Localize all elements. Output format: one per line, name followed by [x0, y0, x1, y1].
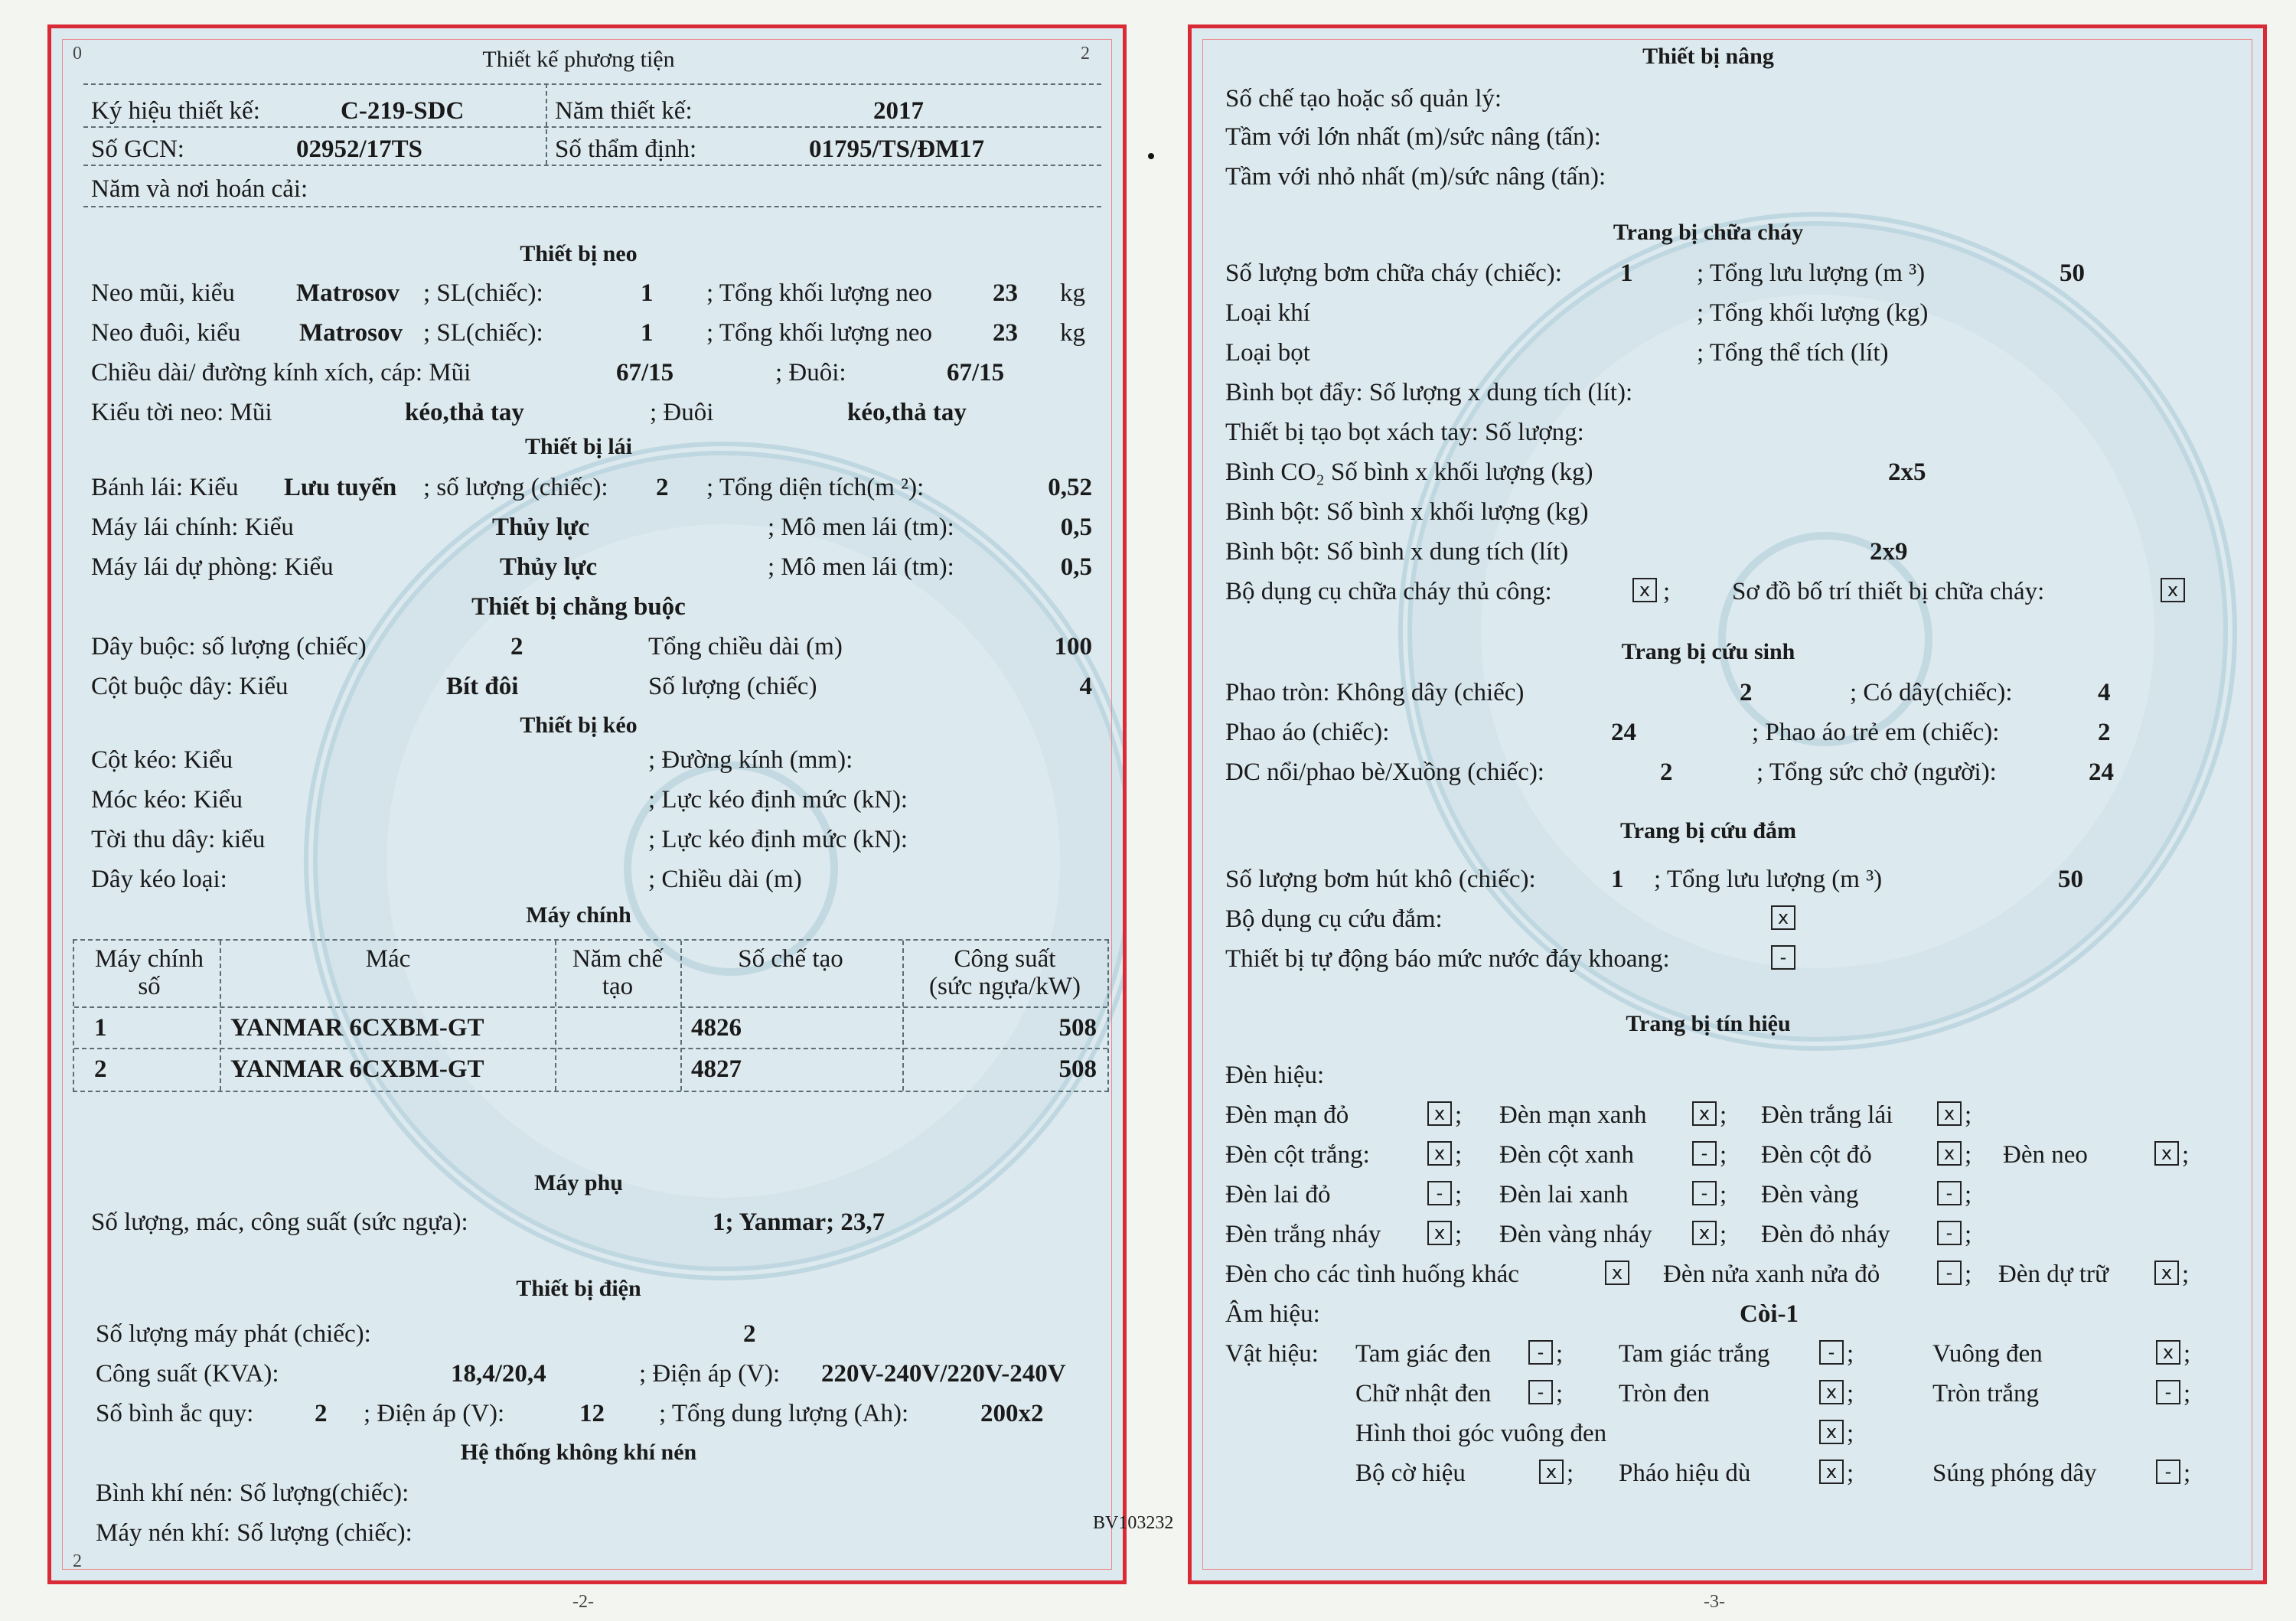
unit-kg: kg: [1060, 319, 1085, 347]
shape-checkbox: x: [1819, 1420, 1844, 1444]
light-checkbox: -: [1427, 1181, 1452, 1205]
main-steer-moment: 0,5: [1060, 514, 1092, 541]
air-bottle-label: Bình khí nén: Số lượng(chiếc):: [96, 1479, 409, 1507]
flow-label: ; Tổng lưu lượng (m ³): [1697, 259, 1926, 287]
light-checkbox: x: [2154, 1141, 2179, 1166]
powder-mass-label: Bình bột: Số bình x khối lượng (kg): [1225, 498, 1589, 526]
alarm-label: Thiết bị tự động báo mức nước đáy khoang:: [1225, 945, 1670, 973]
light-checkbox: x: [1427, 1221, 1452, 1245]
qty-label: ; SL(chiếc):: [423, 319, 543, 347]
light-label: Đèn vàng nháy: [1499, 1221, 1652, 1248]
bilge-qty: 1: [1611, 866, 1624, 893]
col-header-mark: Mác: [365, 945, 411, 973]
light-label: Đèn cột trắng:: [1225, 1141, 1370, 1169]
length-label: ; Chiều dài (m): [648, 866, 802, 893]
capacity-label: ; Tổng dung lượng (Ah):: [659, 1400, 909, 1427]
light-label: Đèn cột đỏ: [1761, 1141, 1872, 1169]
shape-checkbox: -: [1528, 1340, 1553, 1365]
shape-item-label: Súng phóng dây: [1932, 1460, 2097, 1487]
light-checkbox: -: [1692, 1181, 1717, 1205]
page-right: Thiết bị nâng Số chế tạo hoặc số quản lý: Tầm với lớn nhất (m)/sức nâng (tấn): Tầm với nhỏ nhất (m)/sức nâng (tấn): Trang bị chữa cháy Số lượng bơm chữa cháy (chiếc): 1 ; Tổng lưu lượng (m ³) 50 Loại khí ; Tổng khối lượng (kg) Loại bọt ; Tổng thể tích (lít) Bình bọt đẩy: Số lượng x dung tích (lít): Thiết bị tạo bọt xách tay: Số lượng: Bình CO₂ Số bình x khối lượng (kg) 2x5 Bình bột: Số bình x khối lượng (kg) Bình bột: Số bình x dung tích (lít) 2x9 Bộ dụng cụ chữa cháy thủ công: x ; Sơ đồ bố trí thiết bị chữa cháy: x Trang bị cứu sinh Phao tròn: Không dây (chiếc) 2 ; Có dây(chiếc): 4 Phao áo (chiếc): 24 ; Phao áo trẻ em (chiếc): 2 DC nổi/phao bè/Xuồng (chiếc): 2 ; Tổng sức chở (người): 24 Trang bị cứu đắm Số lượng bơm hút khô (chiếc): 1 ; Tổng lưu lượng (m ³) 50 Bộ dụng cụ cứu đắm: x Thiết bị tự động báo mức nước đáy khoang: - Trang bị tín hiệu Đèn hiệu: Đèn mạn đỏ x ; Đèn mạn xanh x ; Đèn trắng lái x ; Đèn cột trắng: x ; Đèn cột xanh - ; Đèn cột đỏ x ; Đèn neo x ; Đèn lai đỏ - ; Đèn lai xanh - ; Đèn vàng - ; Đèn trắng nháy x ; Đèn vàng nháy x ; Đèn đỏ nháy - ; Đèn cho các tình huống khác x Đèn nửa xanh nửa đỏ - ; Đèn dự trữ x ; Âm hiệu: Còi-1 Vật hiệu: Tam giác đen - ; Tam giác trắng - ; Vuông đen x ; Chữ nhật đen - ; Tròn đen x ; Tròn trắng - ; Hình thoi góc vuông đen x ; Bộ cờ hiệu x ; Pháo hiệu dù x ; Súng phóng dây - ;: [1188, 24, 2267, 1584]
shape-checkbox: x: [1539, 1460, 1564, 1484]
child-vest-value: 2: [2098, 719, 2111, 746]
rudder-qty: 2: [656, 474, 669, 501]
ring-label: Phao tròn: Không dây (chiếc): [1225, 679, 1525, 706]
flood-tools-label: Bộ dụng cụ cứu đắm:: [1225, 905, 1443, 933]
vest-value: 24: [1611, 719, 1636, 746]
shape-checkbox: -: [1528, 1380, 1553, 1404]
gas-mass-label: ; Tổng khối lượng (kg): [1697, 299, 1929, 327]
section-title-rescue: Trang bị cứu sinh: [1621, 639, 1795, 664]
bow-anchor-label: Neo mũi, kiểu: [91, 279, 235, 307]
manual-tools-checkbox: x: [1632, 578, 1657, 602]
gen-qty: 2: [743, 1320, 756, 1348]
shape-checkbox: -: [2156, 1380, 2180, 1404]
light-label: Đèn cho các tình huống khác: [1225, 1261, 1519, 1288]
bvolt-label: ; Điện áp (V):: [364, 1400, 505, 1427]
moment-label: ; Mô men lái (tm):: [768, 514, 954, 541]
light-label: Đèn trắng lái: [1761, 1101, 1893, 1129]
qty-label: ; SL(chiếc):: [423, 279, 543, 307]
shape-checkbox: x: [2156, 1340, 2180, 1365]
corner-number: 2: [73, 1551, 82, 1571]
tow-winch-label: Tời thu dây: kiểu: [91, 826, 266, 853]
foam-push-label: Bình bọt đẩy: Số lượng x dung tích (lít):: [1225, 379, 1633, 406]
ring-value: 2: [1740, 679, 1753, 706]
light-checkbox: x: [1427, 1101, 1452, 1126]
section-title-mooring: Thiết bị chằng buộc: [471, 593, 686, 621]
ring-rope-value: 4: [2098, 679, 2111, 706]
rudder-area: 0,52: [1048, 474, 1092, 501]
battery-label: Số bình ắc quy:: [96, 1400, 254, 1427]
engine-serial: 4826: [691, 1014, 742, 1042]
bvolt-value: 12: [579, 1400, 605, 1427]
light-checkbox: x: [1427, 1141, 1452, 1166]
co2-value: 2x5: [1888, 458, 1926, 486]
light-label: Đèn mạn xanh: [1499, 1101, 1647, 1129]
shape-item-label: Vuông đen: [1932, 1340, 2043, 1368]
stern-anchor-qty: 1: [641, 319, 654, 347]
ring-rope-label: ; Có dây(chiếc):: [1850, 679, 2013, 706]
bollard-qty-label: Số lượng (chiếc): [648, 673, 817, 700]
section-title-steering: Thiết bị lái: [524, 434, 633, 459]
light-checkbox: x: [1937, 1101, 1962, 1126]
rope-qty: 2: [510, 633, 523, 660]
bilge-flow-label: ; Tổng lưu lượng (m ³): [1654, 866, 1883, 893]
battery-qty: 2: [315, 1400, 328, 1427]
bollard-qty: 4: [1079, 673, 1092, 700]
pump-qty: 1: [1620, 259, 1633, 287]
gas-label: Loại khí: [1225, 299, 1310, 327]
separator: ;: [1663, 578, 1671, 605]
shape-checkbox: -: [2156, 1460, 2180, 1484]
section-title-air: Hệ thống không khí nén: [460, 1440, 697, 1465]
volt-value: 220V-240V/220V-240V: [821, 1360, 1066, 1388]
section-title-signal: Trang bị tín hiệu: [1626, 1011, 1791, 1036]
aux-label: Số lượng, mác, công suất (sức ngựa):: [91, 1208, 468, 1236]
shape-item-label: Tròn đen: [1619, 1380, 1710, 1407]
section-title-anchor: Thiết bị neo: [520, 241, 638, 266]
sound-value: Còi-1: [1740, 1300, 1799, 1328]
engine-mark: YANMAR 6CXBM-GT: [230, 1014, 484, 1042]
stern-anchor-type: Matrosov: [299, 319, 403, 347]
winch-bow-value: kéo,thả tay: [405, 399, 524, 426]
col-header-serial: Số chế tạo: [738, 945, 843, 973]
lift-serial-label: Số chế tạo hoặc số quản lý:: [1225, 85, 1502, 113]
manual-tools-label: Bộ dụng cụ chữa cháy thủ công:: [1225, 578, 1552, 605]
shape-item-label: Tam giác đen: [1355, 1340, 1492, 1368]
design-symbol-value: C-219-SDC: [341, 97, 465, 125]
bollard-type: Bít đôi: [446, 673, 519, 700]
chain-stern-value: 67/15: [947, 359, 1005, 386]
light-label: Đèn mạn đỏ: [1225, 1101, 1349, 1129]
foam-label: Loại bọt: [1225, 339, 1310, 367]
bow-anchor-mass: 23: [993, 279, 1018, 307]
light-label: Đèn dự trữ: [1998, 1261, 2108, 1288]
col-header-power: (sức ngựa/kW): [929, 973, 1081, 1000]
light-label: Đèn lai xanh: [1499, 1181, 1629, 1208]
main-steer-type: Thủy lực: [492, 514, 590, 541]
chain-stern-label: ; Đuôi:: [775, 359, 846, 386]
light-checkbox: x: [1605, 1261, 1629, 1285]
shape-label: Vật hiệu:: [1225, 1340, 1319, 1368]
light-label: Đèn neo: [2003, 1141, 2088, 1169]
col-header-year: Năm chế: [572, 945, 664, 973]
section-title-flood: Trang bị cứu đắm: [1620, 818, 1796, 843]
bilge-label: Số lượng bơm hút khô (chiếc):: [1225, 866, 1536, 893]
flow-value: 50: [2060, 259, 2085, 287]
page-number: -2-: [572, 1592, 594, 1612]
col-header-year: tạo: [602, 973, 634, 1000]
design-year-label: Năm thiết kế:: [555, 97, 693, 125]
total-mass-label: ; Tổng khối lượng neo: [706, 279, 933, 307]
col-header-engine-no: số: [138, 973, 161, 1000]
force-label: ; Lực kéo định mức (kN):: [648, 826, 908, 853]
bilge-flow-value: 50: [2058, 866, 2083, 893]
engine-power: 508: [1058, 1014, 1097, 1042]
light-checkbox: -: [1937, 1261, 1962, 1285]
powder-vol-label: Bình bột: Số bình x dung tích (lít): [1225, 538, 1569, 566]
rudder-area-label: ; Tổng diện tích(m ²):: [706, 474, 925, 501]
winch-label: Kiểu tời neo: Mũi: [91, 399, 272, 426]
bollard-label: Cột buộc dây: Kiểu: [91, 673, 289, 700]
raft-label: DC nổi/phao bè/Xuồng (chiếc):: [1225, 758, 1544, 786]
design-year-value: 2017: [873, 97, 924, 125]
raft-value: 2: [1660, 758, 1673, 786]
tow-post-label: Cột kéo: Kiểu: [91, 746, 233, 774]
co2-label: Bình CO₂ Số bình x khối lượng (kg): [1225, 458, 1593, 486]
fire-plan-checkbox: x: [2161, 578, 2185, 602]
engine-no: 1: [94, 1014, 107, 1042]
fire-plan-label: Sơ đồ bố trí thiết bị chữa cháy:: [1732, 578, 2045, 605]
child-vest-label: ; Phao áo trẻ em (chiếc):: [1752, 719, 2000, 746]
rope-len: 100: [1054, 633, 1092, 660]
shape-item-label: Tam giác trắng: [1619, 1340, 1770, 1368]
section-title-towing: Thiết bị kéo: [520, 713, 638, 738]
engine-power: 508: [1058, 1055, 1097, 1083]
serial-number: BV103232: [1093, 1513, 1174, 1533]
stern-anchor-mass: 23: [993, 319, 1018, 347]
pump-label: Số lượng bơm chữa cháy (chiếc):: [1225, 259, 1562, 287]
stern-anchor-label: Neo đuôi, kiểu: [91, 319, 241, 347]
page-number: -3-: [1704, 1592, 1725, 1612]
section-title-aux: Máy phụ: [534, 1170, 623, 1195]
section-title-fire: Trang bị chữa cháy: [1613, 220, 1804, 245]
gcn-value: 02952/17TS: [296, 135, 423, 163]
diameter-label: ; Đường kính (mm):: [648, 746, 853, 774]
rudder-type: Lưu tuyến: [284, 474, 397, 501]
spare-steer-type: Thủy lực: [500, 553, 598, 581]
light-checkbox: -: [1937, 1221, 1962, 1245]
flood-tools-checkbox: x: [1771, 905, 1795, 930]
shape-item-label: Chữ nhật đen: [1355, 1380, 1492, 1407]
lights-label: Đèn hiệu:: [1225, 1062, 1325, 1089]
lift-min-label: Tầm với nhỏ nhất (m)/sức nâng (tấn):: [1225, 163, 1606, 191]
capacity-value: 200x2: [980, 1400, 1044, 1427]
light-checkbox: x: [2154, 1261, 2179, 1285]
bow-anchor-qty: 1: [641, 279, 654, 307]
gen-label: Số lượng máy phát (chiếc):: [96, 1320, 371, 1348]
rope-label: Dây buộc: số lượng (chiếc): [91, 633, 367, 660]
light-label: Đèn đỏ nháy: [1761, 1221, 1890, 1248]
shape-item-label: Tròn trắng: [1932, 1380, 2040, 1407]
light-checkbox: x: [1692, 1221, 1717, 1245]
light-label: Đèn lai đỏ: [1225, 1181, 1331, 1208]
light-checkbox: -: [1692, 1141, 1717, 1166]
shape-checkbox: x: [1819, 1380, 1844, 1404]
col-header-power: Công suất: [954, 945, 1056, 973]
section-title-electrical: Thiết bị điện: [516, 1276, 641, 1301]
lift-max-label: Tầm với lớn nhất (m)/sức nâng (tấn):: [1225, 123, 1601, 151]
rudder-qty-label: ; số lượng (chiếc):: [423, 474, 608, 501]
aux-value: 1; Yanmar; 23,7: [713, 1208, 885, 1236]
moment-label: ; Mô men lái (tm):: [768, 553, 954, 581]
section-title-engine: Máy chính: [526, 902, 631, 928]
ink-dot: [1148, 153, 1154, 159]
spare-steer-moment: 0,5: [1060, 553, 1092, 581]
kva-label: Công suất (KVA):: [96, 1360, 279, 1388]
bow-anchor-type: Matrosov: [296, 279, 400, 307]
kva-value: 18,4/20,4: [451, 1360, 546, 1388]
conversion-label: Năm và nơi hoán cải:: [91, 175, 308, 203]
shape-item-label: Bộ cờ hiệu: [1355, 1460, 1466, 1487]
corner-number: 2: [1081, 44, 1090, 64]
capacity-label: ; Tổng sức chở (người):: [1756, 758, 1997, 786]
section-title-lifting: Thiết bị nâng: [1642, 44, 1774, 69]
corner-number: 0: [73, 44, 82, 64]
engine-mark: YANMAR 6CXBM-GT: [230, 1055, 484, 1083]
powder-vol-value: 2x9: [1870, 538, 1908, 566]
light-label: Đèn vàng: [1761, 1181, 1859, 1208]
foam-hand-label: Thiết bị tạo bọt xách tay: Số lượng:: [1225, 419, 1584, 446]
engine-serial: 4827: [691, 1055, 742, 1083]
volt-label: ; Điện áp (V):: [639, 1360, 781, 1388]
shape-checkbox: x: [1819, 1460, 1844, 1484]
appraisal-value: 01795/TS/ĐM17: [809, 135, 985, 163]
tow-hook-label: Móc kéo: Kiểu: [91, 786, 243, 814]
foam-vol-label: ; Tổng thể tích (lít): [1697, 339, 1889, 367]
engine-no: 2: [94, 1055, 107, 1083]
shape-item-label: Hình thoi góc vuông đen: [1355, 1420, 1607, 1447]
watermark-emblem: [1398, 212, 2237, 1051]
spare-steer-label: Máy lái dự phòng: Kiểu: [91, 553, 334, 581]
page-left: [47, 24, 1127, 1584]
appraisal-label: Số thẩm định:: [555, 135, 697, 163]
compressor-label: Máy nén khí: Số lượng (chiếc):: [96, 1519, 413, 1547]
light-checkbox: x: [1937, 1141, 1962, 1166]
winch-stern-label: ; Đuôi: [650, 399, 714, 426]
chain-bow-value: 67/15: [616, 359, 674, 386]
shape-item-label: Pháo hiệu dù: [1619, 1460, 1751, 1487]
engine-table: [73, 939, 1109, 1092]
rope-len-label: Tổng chiều dài (m): [648, 633, 843, 660]
sound-label: Âm hiệu:: [1225, 1300, 1320, 1328]
chain-label: Chiều dài/ đường kính xích, cáp: Mũi: [91, 359, 471, 386]
light-label: Đèn cột xanh: [1499, 1141, 1634, 1169]
unit-kg: kg: [1060, 279, 1085, 307]
shape-checkbox: -: [1819, 1340, 1844, 1365]
vest-label: Phao áo (chiếc):: [1225, 719, 1390, 746]
rudder-label: Bánh lái: Kiểu: [91, 474, 239, 501]
winch-stern-value: kéo,thả tay: [847, 399, 967, 426]
light-checkbox: x: [1692, 1101, 1717, 1126]
force-label: ; Lực kéo định mức (kN):: [648, 786, 908, 814]
design-symbol-label: Ký hiệu thiết kế:: [91, 97, 260, 125]
main-steer-label: Máy lái chính: Kiểu: [91, 514, 294, 541]
alarm-checkbox: -: [1771, 945, 1795, 970]
watermark-emblem: [304, 442, 1127, 1280]
col-header-engine-no: Máy chính: [94, 945, 204, 973]
light-checkbox: -: [1937, 1181, 1962, 1205]
gcn-label: Số GCN:: [91, 135, 184, 163]
tow-rope-label: Dây kéo loại:: [91, 866, 227, 893]
total-mass-label: ; Tổng khối lượng neo: [706, 319, 933, 347]
light-label: Đèn trắng nháy: [1225, 1221, 1381, 1248]
capacity-value: 24: [2089, 758, 2114, 786]
light-label: Đèn nửa xanh nửa đỏ: [1663, 1261, 1880, 1288]
section-title-design: Thiết kế phương tiện: [482, 47, 675, 72]
